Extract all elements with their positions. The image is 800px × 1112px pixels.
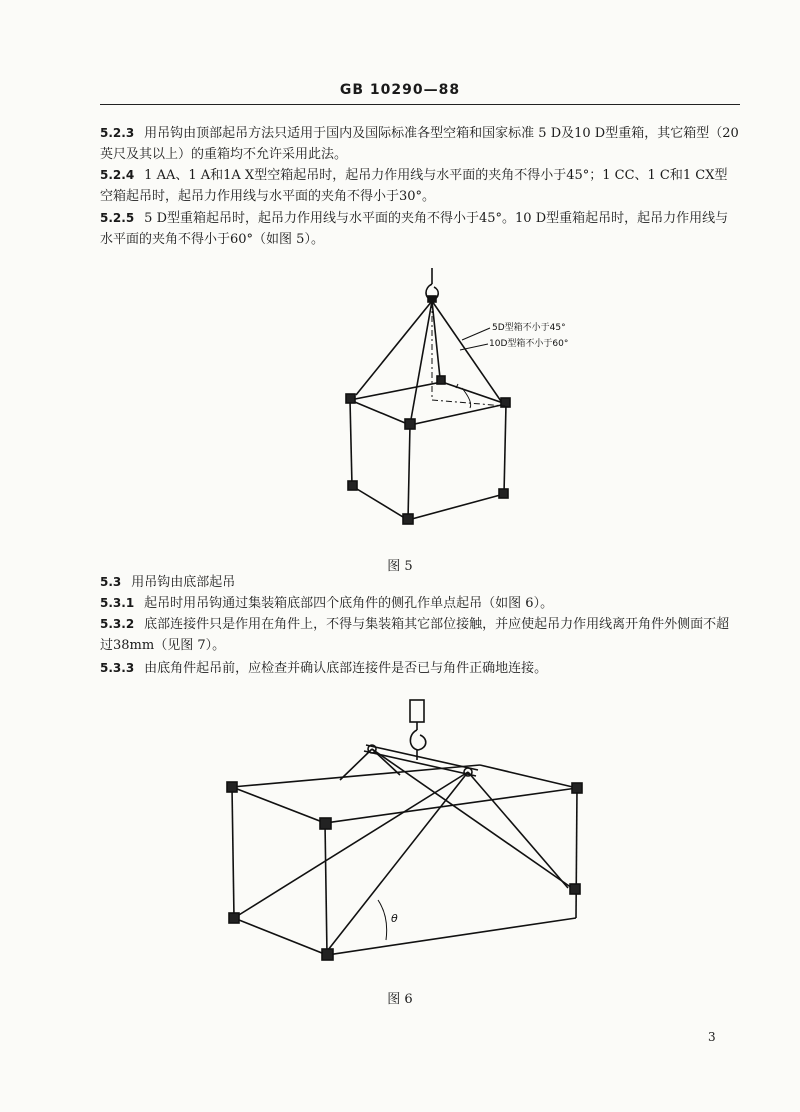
- clause-5-3-3: [100, 658, 740, 679]
- clause-5-3-2: [100, 614, 740, 656]
- figure-6-caption: 图 6: [387, 992, 413, 1007]
- figure-5-diagram: [0, 0, 800, 540]
- label-5d: 5D型箱不小于45°: [492, 323, 566, 333]
- clause-5-3-1: [100, 593, 740, 614]
- page-header: GB 10290—88: [339, 82, 461, 98]
- label-10d: 10D型箱不小于60°: [489, 339, 569, 349]
- section-number: 5.3: [100, 575, 122, 589]
- clause-number: 5.3.2: [100, 617, 135, 631]
- clause-number: 5.2.5: [100, 211, 135, 225]
- clause-number: 5.3.3: [100, 661, 135, 675]
- figure-6-diagram: [0, 690, 800, 990]
- clause-text: 用吊钩由顶部起吊方法只适用于国内及国际标准各型空箱和国家标准 5 D及10 D型重箱，其它箱型（20英尺及其以上）的重箱均不允许采用此法。: [100, 126, 739, 162]
- section-title: 用吊钩由底部起吊: [131, 575, 236, 590]
- section-5-3: [100, 572, 740, 593]
- clause-text: 1 AA、1 A和1A X型空箱起吊时，起吊力作用线与水平面的夹角不得小于45°；1 CC、1 C和1 CX型空箱起吊时，起吊力作用线与水平面的夹角不得小于30°。: [100, 168, 728, 204]
- clause-number: 5.3.1: [100, 596, 135, 610]
- clause-text: 起吊时用吊钩通过集装箱底部四个底角件的侧孔作单点起吊（如图 6）。: [144, 596, 554, 611]
- clause-text: 底部连接件只是作用在角件上，不得与集装箱其它部位接触，并应使起吊力作用线离开角件外侧面不超过38mm（见图 7）。: [100, 617, 730, 653]
- clause-number: 5.2.4: [100, 168, 135, 182]
- page-number: 3: [708, 1030, 716, 1044]
- angle-label: θ: [391, 912, 398, 925]
- clause-number: 5.2.3: [100, 126, 135, 140]
- clause-text: 5 D型重箱起吊时，起吊力作用线与水平面的夹角不得小于45°。10 D型重箱起吊时，起吊力作用线与水平面的夹角不得小于60°（如图 5）。: [100, 211, 729, 247]
- clause-text: 由底角件起吊前，应检查并确认底部连接件是否已与角件正确地连接。: [144, 661, 548, 676]
- figure-5-caption: 图 5: [387, 559, 413, 574]
